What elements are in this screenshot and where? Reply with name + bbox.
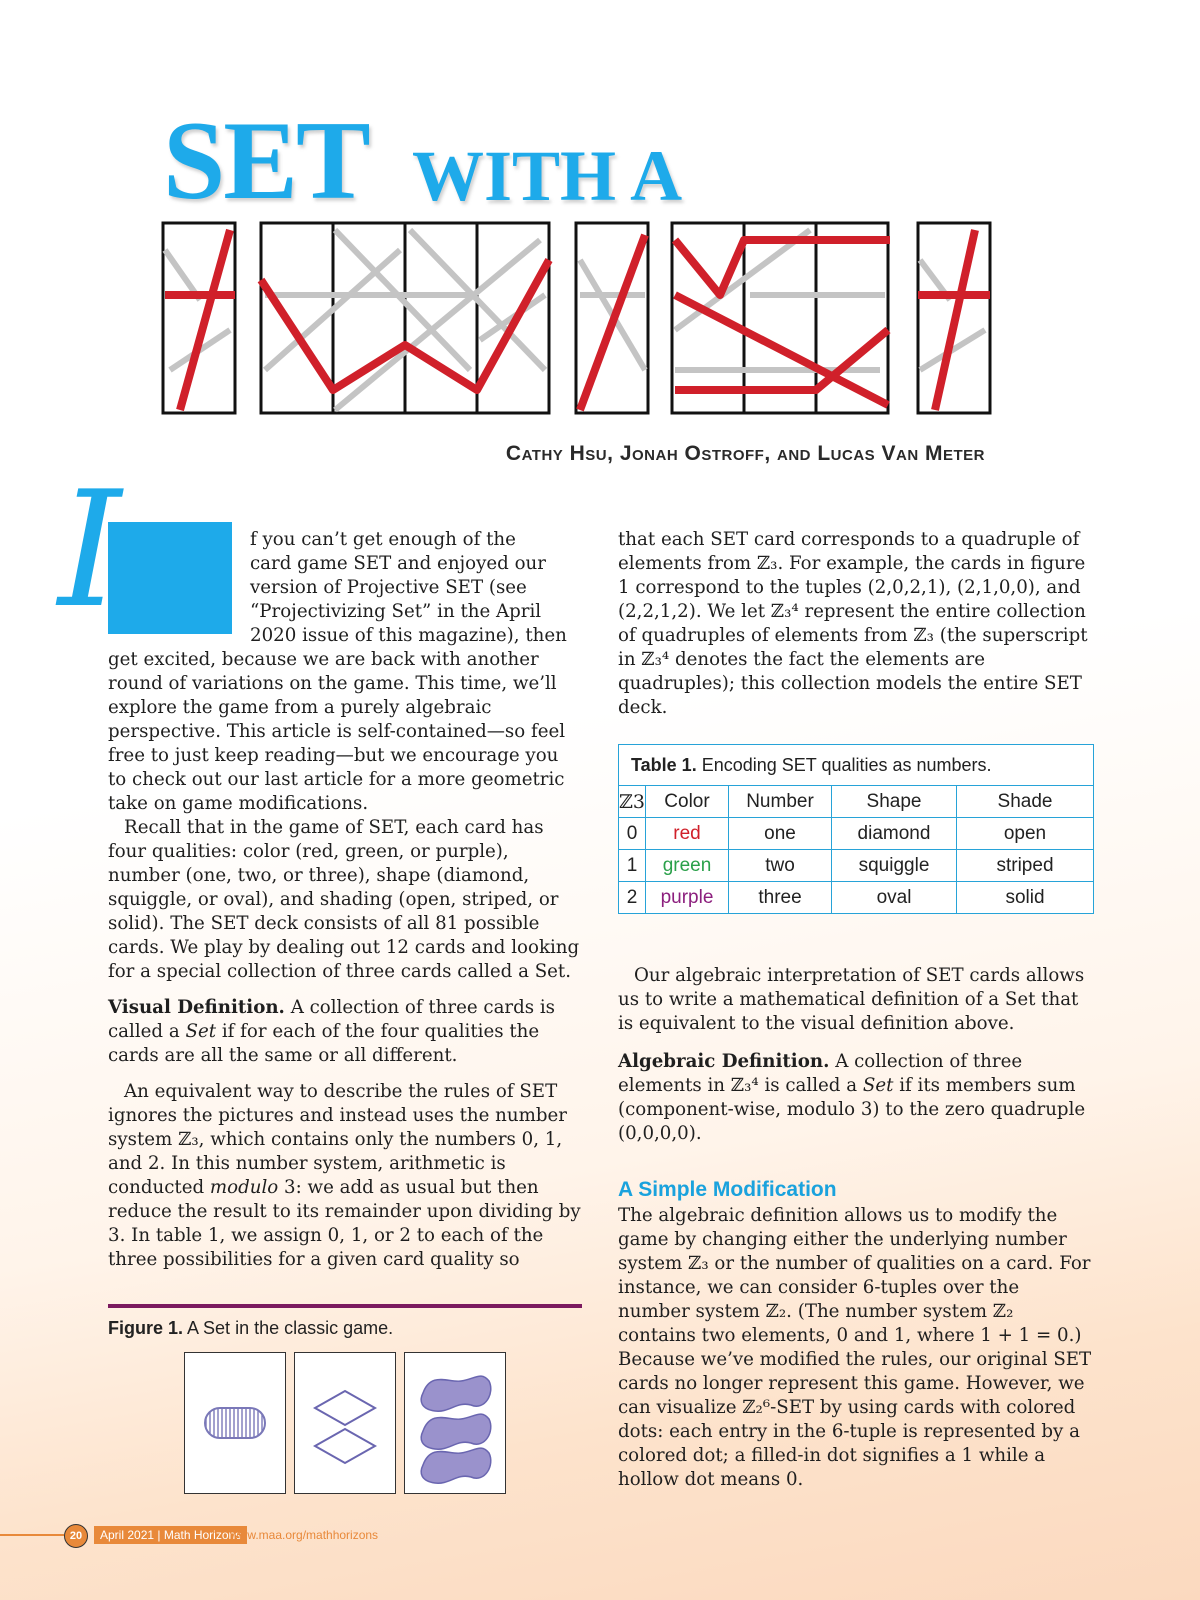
visual-definition: [108, 996, 582, 1068]
footer-rule: [0, 1534, 64, 1536]
table-header-cell: Shade: [957, 786, 1094, 818]
intro-paragraph: get excited, because we are back with another round of variations on the game. This time, we’ll explore the game from a purely algebraic perspective. This article is self-contained—so feel free to just keep reading—but we encourage you to check out our last article for a more geometric take on game modifications.: [108, 649, 566, 814]
table-cell: striped: [957, 850, 1094, 882]
equivalent-text: which contains only the numbers 0, 1, and 2. In this number system, arithmetic is conducted: [108, 1129, 563, 1198]
visual-definition-text: A collection of three cards is called a: [108, 997, 556, 1042]
table-header-cell: Number: [729, 786, 832, 818]
table-header-cell: Color: [646, 786, 729, 818]
table-header-cell: Shape: [832, 786, 957, 818]
table-cell: 2: [619, 882, 646, 914]
table-row: [619, 850, 1093, 882]
table-1: [618, 744, 1094, 914]
algebraic-definition: [618, 1050, 1092, 1146]
interpretation-paragraph: Our algebraic interpretation of SET cards allows us to write a mathematical definition of a Set that is equivalent to the visual definition above.: [618, 965, 1085, 1034]
intro-line: “Projectivizing Set” in the April: [250, 601, 542, 622]
figure-rule: [108, 1304, 582, 1308]
table-cell: oval: [832, 882, 957, 914]
table-cell: squiggle: [832, 850, 957, 882]
table-cell: 1: [619, 850, 646, 882]
intro-first-lines: [250, 528, 580, 648]
figure-caption-text: A Set in the classic game.: [187, 1318, 394, 1338]
table-row: [619, 882, 1093, 914]
table-caption: [619, 745, 1093, 786]
table-cell: one: [729, 818, 832, 850]
algebraic-definition-set: Set: [862, 1075, 894, 1096]
visual-definition-set: Set: [185, 1021, 217, 1042]
intro-line: card game SET and enjoyed our: [250, 553, 546, 574]
left-column-body: [108, 648, 582, 1272]
figure-caption: [108, 1318, 393, 1339]
intro-line: 2020 issue of this magazine), then: [250, 625, 567, 646]
footer-url[interactable]: www.maa.org/mathhorizons: [230, 1528, 379, 1542]
table-cell: two: [729, 850, 832, 882]
striped-oval-icon: [185, 1353, 285, 1493]
footer-issue: April 2021 | Math Horizons: [94, 1526, 247, 1544]
solid-squiggle-icon: [405, 1353, 505, 1493]
authors-byline: Cathy Hsu, Jonah Ostroff, and Lucas Van Meter: [505, 442, 985, 465]
twist-banner-graphic: [160, 220, 1000, 420]
intro-line: version of Projective SET (see: [250, 577, 527, 598]
algebraic-definition-text: if its members sum (component-wise, modulo 3) to the zero quadruple (0,0,0,0).: [618, 1075, 1086, 1144]
recall-paragraph: Recall that in the game of SET, each card has four qualities: color (red, green, or purple), number (one, two, or three), shape (diamond, squiggle, or oval), and shading (open, striped, or solid). The SET deck consists of all 81 possible cards. We play by dealing out 12 cards and looking for a special collection of three cards called a Set.: [108, 817, 580, 982]
deck-paragraph: that each SET card corresponds to a quadruple of elements from ℤ₃. For example, the cards in figure 1 correspond to the tuples (2,0,2,1), (2,1,0,0), and (2,2,1,2). We let ℤ₃⁴ represent the entire collection of quadruples of elements from ℤ₃ (the superscript in ℤ₃⁴ denotes the fact the elements are quadruples); this collection models the entire SET deck.: [618, 529, 1088, 718]
dropcap-letter: I: [58, 456, 122, 643]
figure-caption-label: Figure 1.: [108, 1318, 184, 1338]
set-card-squiggles: [404, 1352, 506, 1494]
section-heading: A Simple Modification: [618, 1178, 837, 1201]
dropcap-box: [108, 522, 232, 634]
algebraic-definition-text: A collection of three elements in ℤ₃⁴ is called a: [618, 1051, 1023, 1096]
table-cell-color-green: green: [646, 850, 729, 882]
table-cell: open: [957, 818, 1094, 850]
title-set: SET: [163, 99, 369, 223]
visual-definition-label: Visual Definition.: [108, 997, 285, 1018]
equivalent-paragraph: [108, 1080, 582, 1272]
table-caption-label: Table 1.: [631, 755, 697, 775]
table-cell: 0: [619, 818, 646, 850]
encoding-table: [619, 786, 1093, 913]
table-cell: three: [729, 882, 832, 914]
modification-paragraph: The algebraic definition allows us to modify the game by changing either the underlying number system ℤ₃ or the number of qualities on a card. For instance, we can consider 6-tuples over the number system ℤ₂. (The number system ℤ₂ contains two elements, 0 and 1, where 1 + 1 = 0.) Because we’ve modified the rules, our original SET cards no longer represent this game. However, we can visualize ℤ₂⁶-SET by using cards with colored dots: each entry in the 6-tuple is represented by a colored dot; a filled-in dot signifies a 1 while a hollow dot means 0.: [618, 1205, 1092, 1490]
set-card-oval: [184, 1352, 286, 1494]
table-header-row: [619, 786, 1093, 818]
title-with-a: WITH A: [412, 136, 683, 216]
table-cell: solid: [957, 882, 1094, 914]
right-column-top: [618, 528, 1092, 720]
open-diamond-icon: [295, 1353, 395, 1493]
table-row: [619, 818, 1093, 850]
table-cell: diamond: [832, 818, 957, 850]
table-caption-text: Encoding SET qualities as numbers.: [701, 755, 992, 775]
equivalent-modulo: modulo: [209, 1177, 279, 1198]
visual-definition-text: if for each of the four qualities the cards are all the same or all different.: [108, 1021, 540, 1066]
set-card-diamonds: [294, 1352, 396, 1494]
algebraic-definition-label: Algebraic Definition.: [618, 1051, 830, 1072]
equivalent-text: An equivalent way to describe the rules of SET ignores the pictures and instead uses the number system: [108, 1081, 567, 1150]
equivalent-symbol: ℤ₃,: [178, 1129, 205, 1150]
intro-line: f you can’t get enough of the: [250, 529, 516, 550]
table-cell-color-purple: purple: [646, 882, 729, 914]
table-header-cell: ℤ3: [619, 786, 646, 818]
table-cell-color-red: red: [646, 818, 729, 850]
right-column-bottom: [618, 1204, 1092, 1492]
page-number: 20: [64, 1524, 88, 1548]
right-column-middle: [618, 964, 1092, 1146]
equivalent-text: 3: we add as usual but then reduce the result to its remainder upon dividing by 3. In table 1, we assign 0, 1, or 2 to each of the three possibilities for a given card quality so: [108, 1177, 581, 1270]
